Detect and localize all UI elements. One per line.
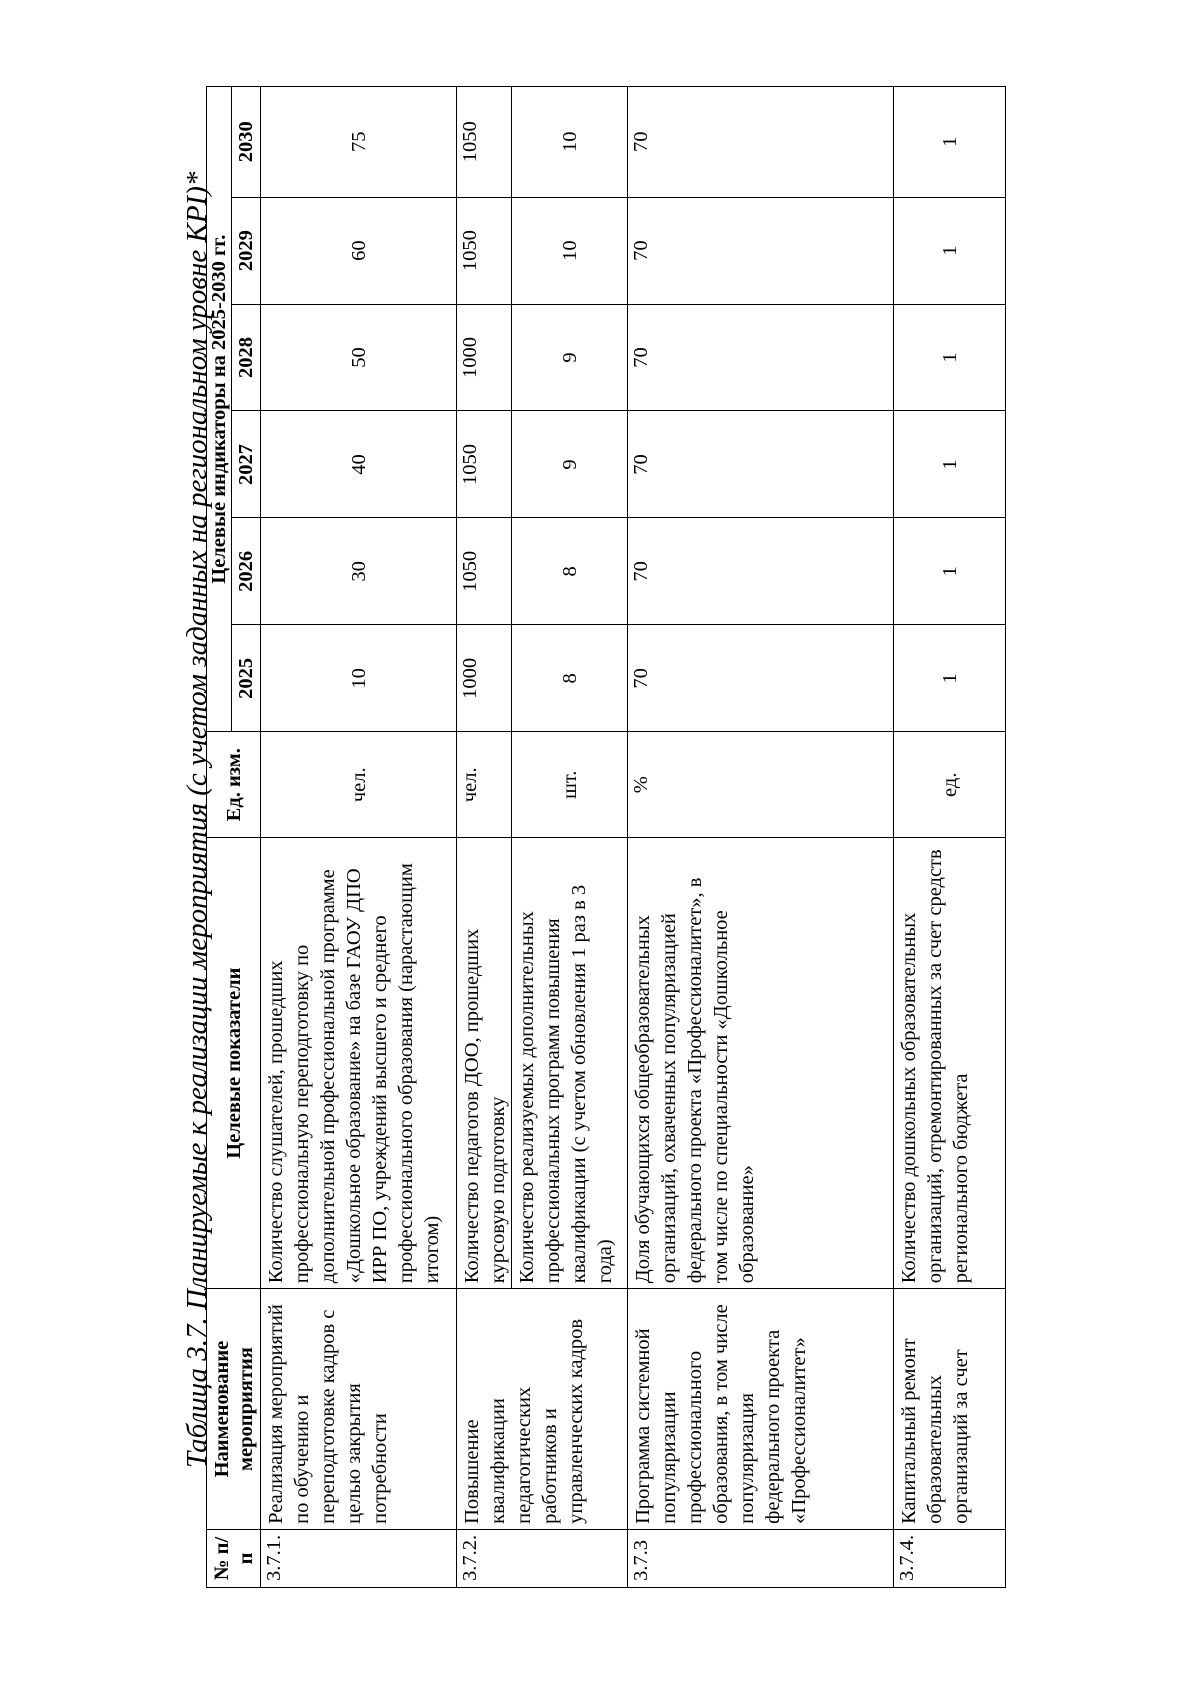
unit-cell: шт. bbox=[512, 732, 628, 838]
row-number: 3.7.1. bbox=[261, 1529, 457, 1587]
header-year: 2027 bbox=[232, 411, 261, 518]
value-cell: 60 bbox=[261, 197, 457, 304]
table-row bbox=[457, 87, 512, 1588]
value-cell: 50 bbox=[261, 304, 457, 411]
value-cell: 70 bbox=[628, 625, 894, 732]
value-cell: 70 bbox=[628, 411, 894, 518]
table-caption: Таблица 3.7. Планируемые к реализации мероприятия (с учетом заданных на региональном уровне KPI)* bbox=[181, 171, 213, 1468]
table-row bbox=[894, 87, 1006, 1588]
header-year: 2029 bbox=[232, 197, 261, 304]
measure-name: Капитальный ремонт образовательных организаций за счет bbox=[894, 1289, 1006, 1530]
indicator-text: Количество реализуемых дополнительных профессиональных программ повышения квалификации (с учетом обновления 1 раз в 3 года) bbox=[512, 838, 628, 1289]
value-cell: 1050 bbox=[457, 411, 512, 518]
unit-cell: % bbox=[628, 732, 894, 838]
value-cell: 1050 bbox=[457, 197, 512, 304]
row-number: 3.7.4. bbox=[894, 1529, 1006, 1587]
header-year: 2030 bbox=[232, 87, 261, 198]
value-cell: 1050 bbox=[457, 518, 512, 625]
header-no: № п/п bbox=[207, 1529, 261, 1587]
value-cell: 30 bbox=[261, 518, 457, 625]
value-cell: 75 bbox=[261, 87, 457, 198]
header-unit: Ед. изм. bbox=[207, 732, 261, 838]
header-targets: Целевые индикаторы на 2025-2030 гг. bbox=[207, 87, 232, 732]
indicator-text: Количество педагогов ДОО, прошедших курсовую подготовку bbox=[457, 838, 512, 1289]
indicator-text: Доля обучающихся общеобразовательных организаций, охваченных популяризацией федерального проекта «Профессионалитет», в том числе по специальности «Дошкольное образование» bbox=[628, 838, 894, 1289]
header-year: 2028 bbox=[232, 304, 261, 411]
header-year: 2025 bbox=[232, 625, 261, 732]
value-cell: 1000 bbox=[457, 304, 512, 411]
measure-name: Реализация мероприятий по обучению и переподготовке кадров с целью закрытия потребности bbox=[261, 1289, 457, 1530]
value-cell: 40 bbox=[261, 411, 457, 518]
value-cell: 1 bbox=[894, 197, 1006, 304]
value-cell: 10 bbox=[512, 197, 628, 304]
indicator-text: Количество дошкольных образовательных организаций, отремонтированных за счет средств регионального бюджета bbox=[894, 838, 1006, 1289]
unit-cell: чел. bbox=[457, 732, 512, 838]
value-cell: 8 bbox=[512, 518, 628, 625]
table-row bbox=[628, 87, 894, 1588]
value-cell: 70 bbox=[628, 518, 894, 625]
value-cell: 1 bbox=[894, 411, 1006, 518]
row-number: 3.7.3 bbox=[628, 1529, 894, 1587]
header-indicators: Целевые показатели bbox=[207, 838, 261, 1289]
value-cell: 1000 bbox=[457, 625, 512, 732]
header-name: Наименование мероприятия bbox=[207, 1289, 261, 1530]
indicator-text: Количество слушателей, прошедших профессиональную переподготовку по дополнительной профессиональной программе «Дошкольное образование» на базе ГАОУ ДПО ИРР ПО, учреждений высшего и среднего профессионального образования (нарастающим итогом) bbox=[261, 838, 457, 1289]
value-cell: 9 bbox=[512, 411, 628, 518]
unit-cell: чел. bbox=[261, 732, 457, 838]
table-row bbox=[261, 87, 457, 1588]
value-cell: 70 bbox=[628, 304, 894, 411]
value-cell: 70 bbox=[628, 197, 894, 304]
row-number: 3.7.2. bbox=[457, 1529, 628, 1587]
value-cell: 8 bbox=[512, 625, 628, 732]
unit-cell: ед. bbox=[894, 732, 1006, 838]
value-cell: 1 bbox=[894, 518, 1006, 625]
value-cell: 10 bbox=[512, 87, 628, 198]
value-cell: 1 bbox=[894, 625, 1006, 732]
value-cell: 9 bbox=[512, 304, 628, 411]
value-cell: 10 bbox=[261, 625, 457, 732]
value-cell: 70 bbox=[628, 87, 894, 198]
header-year: 2026 bbox=[232, 518, 261, 625]
measure-name: Программа системной популяризации профессионального образования, в том числе популяризация федерального проекта «Профессионалитет» bbox=[628, 1289, 894, 1530]
value-cell: 1 bbox=[894, 87, 1006, 198]
value-cell: 1050 bbox=[457, 87, 512, 198]
measure-name: Повышение квалификации педагогических работников и управленческих кадров bbox=[457, 1289, 628, 1530]
kpi-table bbox=[206, 86, 1006, 1588]
value-cell: 1 bbox=[894, 304, 1006, 411]
